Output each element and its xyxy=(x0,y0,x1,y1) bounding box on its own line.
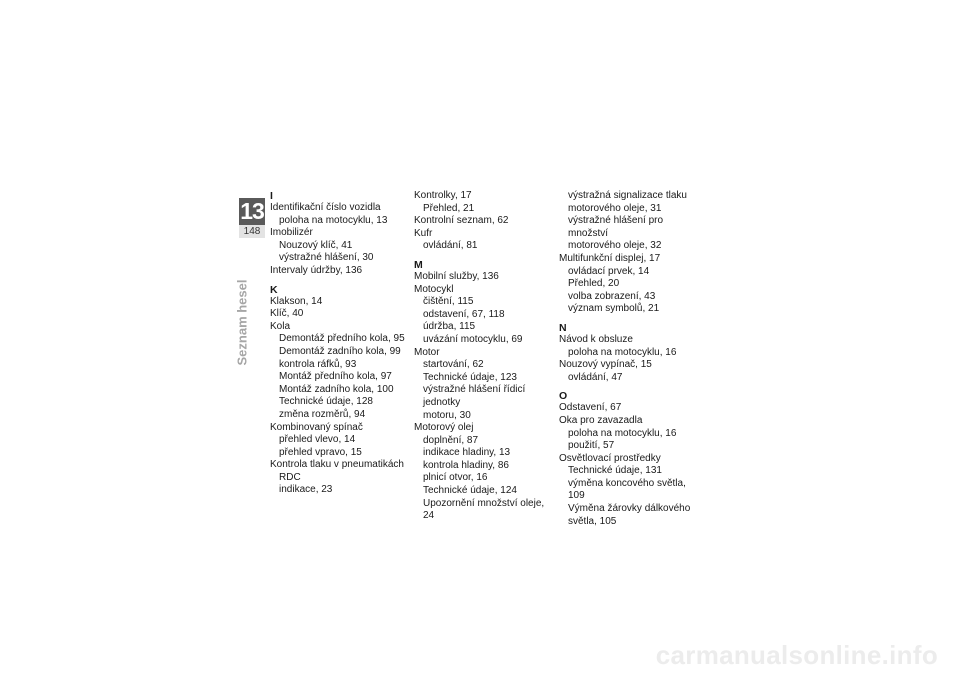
index-subentry: Technické údaje, 128 xyxy=(279,396,373,408)
index-letter-heading: K xyxy=(270,283,278,296)
index-entry: Motocykl xyxy=(414,283,454,295)
index-entry: Mobilní služby, 136 xyxy=(414,270,499,282)
index-entry: Kontrola tlaku v pneumatikách xyxy=(270,459,404,471)
index-subentry: Demontáž zadního kola, 99 xyxy=(279,345,401,357)
index-subentry: odstavení, 67, 118 xyxy=(423,308,505,320)
index-entry: Identifikační číslo vozidla xyxy=(270,202,381,213)
page-number: 148 xyxy=(239,225,265,238)
index-subentry: Demontáž předního kola, 95 xyxy=(279,333,405,345)
index-subentry: čištění, 115 xyxy=(423,296,474,308)
index-subentry: údržba, 115 xyxy=(423,321,476,333)
index-subentry: kontrola hladiny, 86 xyxy=(423,459,509,471)
index-entry: Kombinovaný spínač xyxy=(270,421,363,433)
index-entry: Nouzový vypínač, 15 xyxy=(559,359,652,371)
index-subentry: uvázání motocyklu, 69 xyxy=(423,333,523,345)
index-entry: Imobilizér xyxy=(270,227,313,239)
index-subentry: Technické údaje, 131 xyxy=(568,465,662,477)
index-subentry: doplnění, 87 xyxy=(423,434,479,446)
index-subentry: Montáž předního kola, 97 xyxy=(279,371,392,383)
index-subentry: motoru, 30 xyxy=(423,409,471,421)
index-entry: Oka pro zavazadla xyxy=(559,414,643,426)
index-letter-heading: I xyxy=(270,190,273,202)
index-entry: Intervaly údržby, 136 xyxy=(270,264,363,276)
index-subentry: indikace hladiny, 13 xyxy=(423,447,511,459)
index-column-2 xyxy=(414,190,556,523)
index-column-1 xyxy=(270,190,410,497)
index-subentry: poloha na motocyklu, 16 xyxy=(568,346,677,358)
watermark: carmanualsonline.info xyxy=(655,640,938,670)
index-subentry: Výměna žárovky dálkového xyxy=(568,503,691,515)
chapter-number: 13 xyxy=(240,198,264,224)
index-entry: Klakson, 14 xyxy=(270,295,323,307)
index-subentry: přehled vpravo, 15 xyxy=(279,446,362,458)
index-subentry: Přehled, 20 xyxy=(568,278,620,290)
index-subentry: poloha na motocyklu, 13 xyxy=(279,214,388,226)
index-subentry: změna rozměrů, 94 xyxy=(279,408,366,420)
index-subentry: ovládání, 81 xyxy=(423,240,478,252)
index-letter-heading: N xyxy=(559,321,567,334)
index-subentry: Přehled, 21 xyxy=(423,202,475,214)
index-letter-heading: O xyxy=(559,390,568,403)
index-subentry: přehled vlevo, 14 xyxy=(279,434,356,446)
index-subentry: ovládací prvek, 14 xyxy=(568,265,650,277)
index-subentry: význam symbolů, 21 xyxy=(568,303,660,315)
index-subentry: indikace, 23 xyxy=(279,484,333,496)
index-letter-heading: M xyxy=(414,258,423,271)
index-subentry: výstražné hlášení pro množství xyxy=(568,215,664,239)
index-entry: Kufr xyxy=(414,227,433,239)
index-subentry: Montáž zadního kola, 100 xyxy=(279,383,394,395)
index-subentry: motorového oleje, 32 xyxy=(568,240,662,252)
index-subentry: startování, 62 xyxy=(423,359,484,371)
index-subentry: Technické údaje, 123 xyxy=(423,371,517,383)
index-subentry: plnicí otvor, 16 xyxy=(423,472,488,484)
index-entry: Kola xyxy=(270,320,291,332)
index-column-3 xyxy=(559,190,699,528)
index-subentry: použití, 57 xyxy=(568,440,615,452)
index-entry: Kontrolky, 17 xyxy=(414,190,472,201)
index-subentry: Upozornění množství oleje, 24 xyxy=(423,497,545,522)
index-subentry: světla, 105 xyxy=(568,515,617,527)
index-entry: Kontrolní seznam, 62 xyxy=(414,215,509,227)
index-subentry: výměna koncového světla, 109 xyxy=(568,477,686,502)
index-subentry: výstražné hlášení, 30 xyxy=(279,252,374,264)
index-entry-continuation: RDC xyxy=(279,471,301,483)
index-subentry: volba zobrazení, 43 xyxy=(568,290,656,302)
index-subentry: kontrola ráfků, 93 xyxy=(279,358,357,370)
chapter-title: Seznam hesel xyxy=(234,279,250,366)
index-subentry: Technické údaje, 124 xyxy=(423,485,517,497)
index-entry: Návod k obsluze xyxy=(559,333,633,345)
index-entry: Odstavení, 67 xyxy=(559,402,622,414)
index-subentry: výstražné hlášení řídicí jednotky xyxy=(423,384,526,408)
chapter-tab xyxy=(239,198,265,238)
index-subentry: motorového oleje, 31 xyxy=(568,202,662,214)
index-subentry: Nouzový klíč, 41 xyxy=(279,239,353,251)
index-subentry: výstražná signalizace tlaku xyxy=(568,190,687,201)
index-entry: Multifunkční displej, 17 xyxy=(559,252,661,264)
index-entry: Osvětlovací prostředky xyxy=(559,452,661,464)
index-subentry: ovládání, 47 xyxy=(568,371,623,383)
index-entry: Motor xyxy=(414,346,440,358)
index-entry: Motorový olej xyxy=(414,422,474,434)
index-subentry: poloha na motocyklu, 16 xyxy=(568,427,677,439)
index-entry: Klíč, 40 xyxy=(270,308,304,320)
